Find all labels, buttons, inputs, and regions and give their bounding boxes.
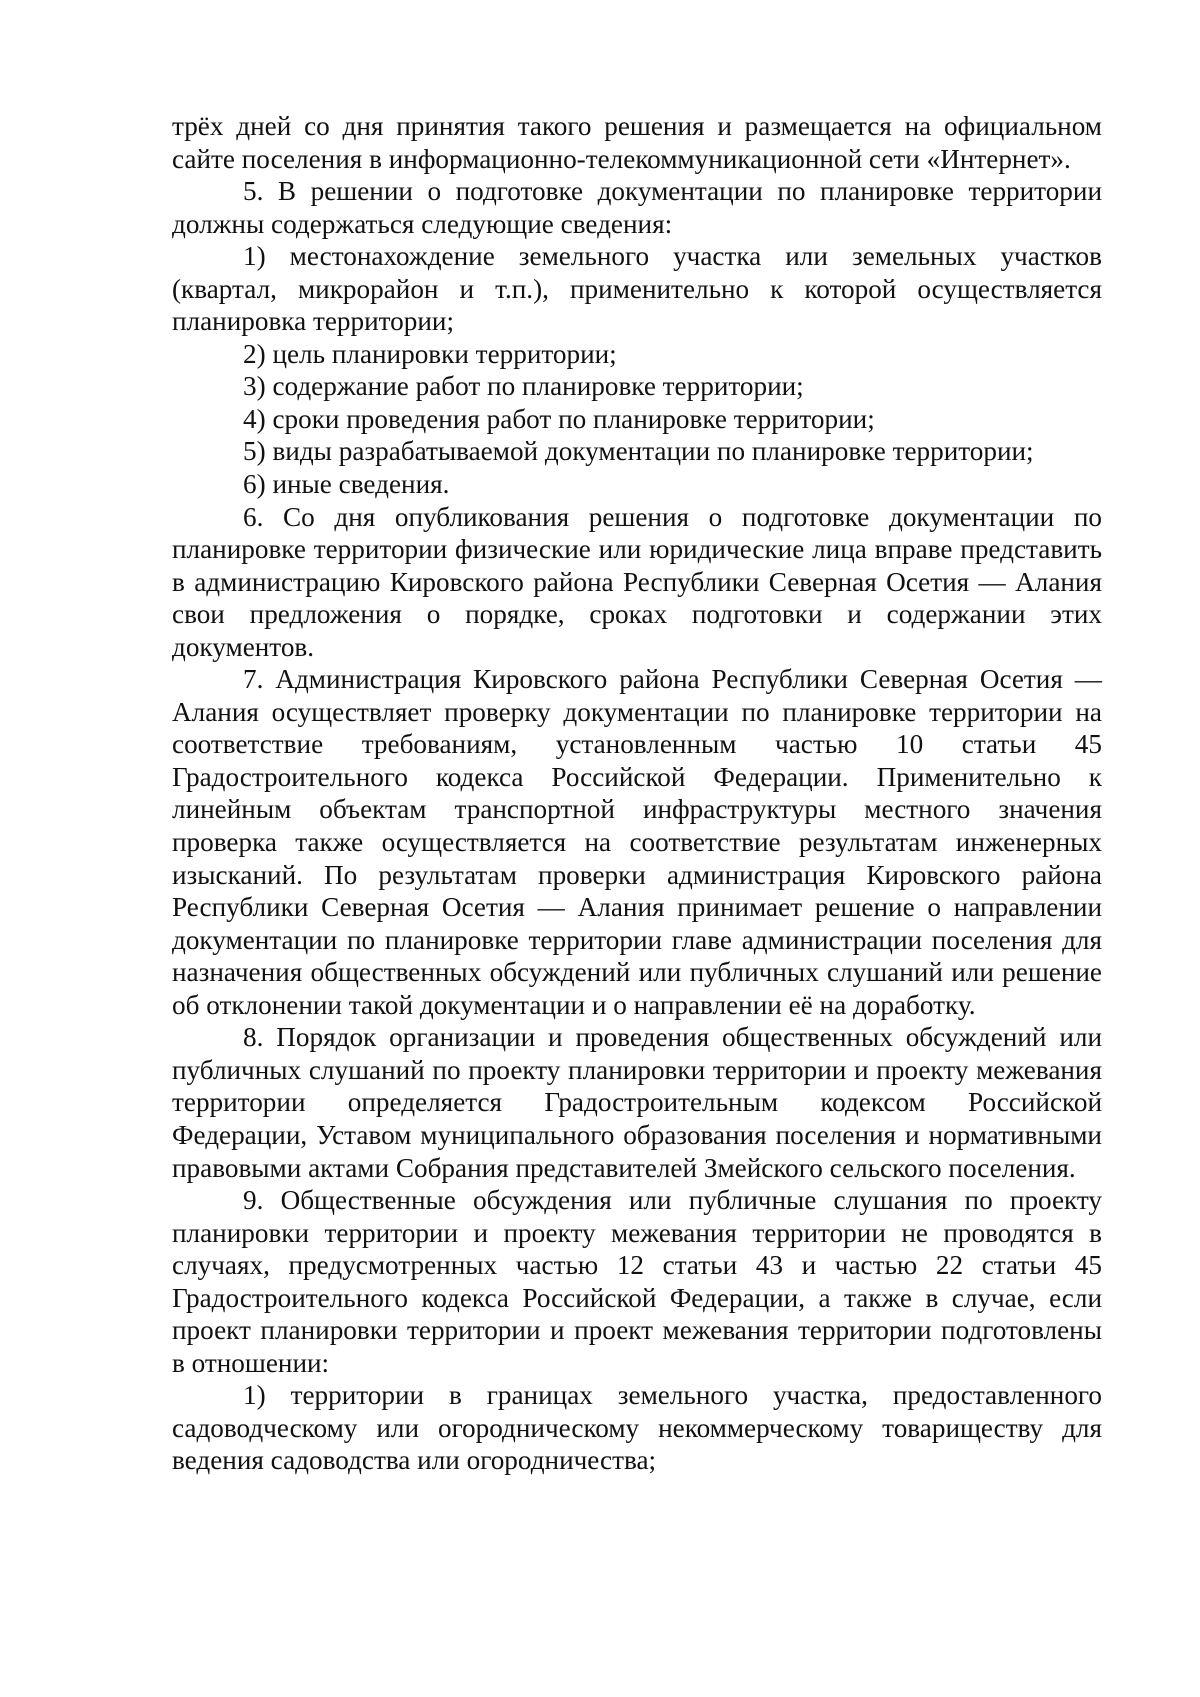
document-page <box>172 110 1102 1477</box>
paragraph-item-9-subitem-1: 1) территории в границах земельного участка, предоставленного садоводческому или огородническому некоммерческому товариществу для ведения садоводства или огородничества; <box>172 1380 1102 1476</box>
paragraph-item-9: 9. Общественные обсуждения или публичные слушания по проекту планировки территории и проекту межевания территории не проводятся в случаях, предусмотренных частью 12 статьи 43 и частью 22 статьи 45 Градостроительного кодекса Российской Федерации, а также в случае, если проект планировки территории и проект межевания территории подготовлены в отношении: <box>172 1185 1102 1378</box>
paragraph-subitem-3: 3) содержание работ по планировке территории; <box>243 371 804 402</box>
paragraph-subitem-1: 1) местонахождение земельного участка или земельных участков (квартал, микрорайон и т.п.), применительно к которой осуществляется планировка территории; <box>172 241 1102 337</box>
paragraph-subitem-4: 4) сроки проведения работ по планировке территории; <box>243 403 875 434</box>
paragraph-item-7: 7. Администрация Кировского района Республики Северная Осетия — Алания осуществляет проверку документации по планировке территории на соответствие требованиям, установленным частью 10 статьи 45 Градостроительного кодекса Российской Федерации. Применительно к линейным объектам транспортной инфраструктуры местного значения проверка также осуществляется на соответствие результатам инженерных изысканий. По результатам проверки администрация Кировского района Республики Северная Осетия — Алания принимает решение о направлении документации по планировке территории главе администрации поселения для назначения общественных обсуждений или публичных слушаний или решение об отклонении такой документации и о направлении её на доработку. <box>172 664 1102 1020</box>
paragraph-item-8: 8. Порядок организации и проведения общественных обсуждений или публичных слушаний по проекту планировки территории и проекту межевания территории определяется Градостроительным кодексом Российской Федерации, Уставом муниципального образования поселения и нормативными правовыми актами Собрания представителей Змейского сельского поселения. <box>172 1022 1102 1183</box>
paragraph-continuation: трёх дней со дня принятия такого решения и размещается на официальном сайте поселения в информационно-телекоммуникационной сети «Интернет». <box>172 111 1102 174</box>
paragraph-subitem-5: 5) виды разрабатываемой документации по планировке территории; <box>243 436 1034 467</box>
paragraph-item-6: 6. Со дня опубликования решения о подготовке документации по планировке территории физические или юридические лица вправе представить в администрацию Кировского района Республики Северная Осетия — Алания свои предложения о порядке, сроках подготовки и содержании этих документов. <box>172 501 1102 662</box>
paragraph-subitem-2: 2) цель планировки территории; <box>243 338 617 369</box>
paragraph-subitem-6: 6) иные сведения. <box>243 469 450 500</box>
paragraph-item-5: 5. В решении о подготовке документации по планировке территории должны содержаться следующие сведения: <box>172 176 1102 239</box>
